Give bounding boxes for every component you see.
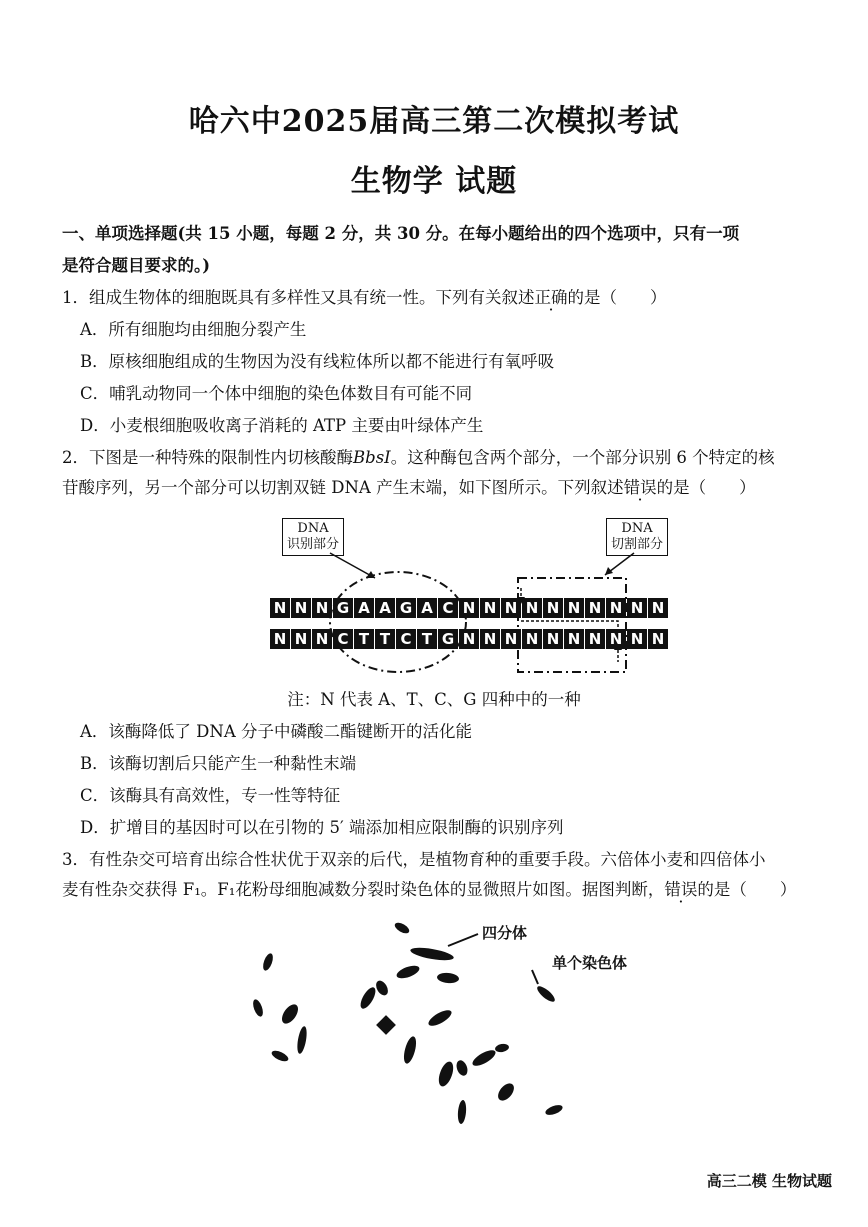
q1-stem-text-b: 的是（ ） (567, 288, 667, 307)
nucleotide-cell: N (501, 598, 521, 618)
nucleotide-cell: N (585, 598, 605, 618)
q1-stem-text-a: 1．组成生物体的细胞既具有多样性又具有统一性。下列有关叙述 (62, 288, 535, 307)
chromosome (296, 1026, 309, 1055)
q3-stem-emphasis: 错误 (664, 880, 698, 899)
recognition-ellipse (330, 572, 466, 672)
nucleotide-cell: N (606, 598, 626, 618)
chromosome-micrograph (240, 910, 660, 1140)
q3-stem-text-a: 麦有性杂交获得 F₁。F₁花粉母细胞减数分裂时染色体的显微照片如图。据图判断， (62, 880, 665, 899)
tetrad-pointer (448, 934, 478, 946)
nucleotide-cell: N (564, 598, 584, 618)
single-chromosome (535, 984, 557, 1004)
q2-option-b: B．该酶切割后只能产生一种黏性末端 (80, 754, 357, 773)
nucleotide-cell: G (438, 629, 458, 649)
single-chromosome-label: 单个染色体 (552, 954, 628, 972)
q3-stem-line1: 3．有性杂交可培育出综合性状优于双亲的后代，是植物育种的重要手段。六倍体小麦和四倍体小 (62, 850, 766, 869)
nucleotide-cell: N (522, 629, 542, 649)
chromosome (270, 1049, 290, 1064)
q2-option-a: A．该酶降低了 DNA 分子中磷酸二酯键断开的活化能 (80, 722, 472, 741)
cut-pointer-arrowhead (605, 567, 613, 575)
nucleotide-cell: N (501, 629, 521, 649)
q2-stem-text-a: 2．下图是一种特殊的限制性内切核酸酶 (62, 448, 353, 467)
q3-stem-line2 (62, 876, 796, 900)
chromosome (494, 1043, 509, 1053)
dna-cut-label-line2: 切割部分 (611, 537, 664, 552)
q2-stem-text-d: 的是（ ） (656, 478, 756, 497)
nucleotide-cell: N (480, 598, 500, 618)
chromosome (393, 921, 411, 936)
q1-option-a: A．所有细胞均由细胞分裂产生 (80, 320, 307, 339)
q1-stem-emphasis: 正确 (534, 288, 568, 307)
exam-title: 哈六中2025届高三第二次模拟考试 (188, 104, 680, 139)
nucleotide-cell: N (291, 598, 311, 618)
nucleotide-cell: A (417, 598, 437, 618)
dna-top-strand (270, 598, 668, 618)
chromosome (251, 998, 265, 1018)
section-heading-line2: 是符合题目要求的。) (62, 256, 211, 275)
nucleotide-cell: N (312, 629, 332, 649)
nucleotide-cell: G (396, 598, 416, 618)
q2-stem-text-b: 。这种酶包含两个部分，一个部分识别 6 个特定的核 (390, 448, 775, 467)
q2-option-c: C．该酶具有高效性，专一性等特征 (80, 786, 341, 805)
q2-option-d: D．扩增目的基因时可以在引物的 5′ 端添加相应限制酶的识别序列 (80, 818, 564, 837)
chromosome (261, 952, 275, 972)
nucleotide-cell: N (270, 629, 290, 649)
tetrad-label: 四分体 (482, 924, 528, 942)
chromosome (402, 1035, 419, 1065)
nucleotide-cell: G (333, 598, 353, 618)
chromosome (358, 985, 379, 1011)
section-heading-line1: 一、单项选择题(共 15 小题，每题 2 分，共 30 分。在每小题给出的四个选项中，只有一项 (62, 224, 740, 243)
q2-stem-emphasis: 错误 (623, 478, 657, 497)
dna-recognition-label-line2: 识别部分 (287, 537, 340, 552)
nucleotide-cell: N (291, 629, 311, 649)
nucleotide-cell: N (648, 629, 668, 649)
nucleotide-cell: T (375, 629, 395, 649)
tetrad-chromosome (409, 945, 454, 962)
recognition-pointer (330, 553, 375, 578)
q2-stem-text-c: 苷酸序列，另一个部分可以切割双链 DNA 产生末端，如下图所示。下列叙述 (62, 478, 624, 497)
chromosome (495, 1080, 517, 1103)
single-chromosome-pointer (532, 970, 538, 984)
nucleotide-cell: A (375, 598, 395, 618)
nucleotide-cell: N (522, 598, 542, 618)
nucleotide-cell: N (564, 629, 584, 649)
nucleotide-cell: N (543, 629, 563, 649)
chromosome (455, 1059, 470, 1077)
chromosome (436, 1060, 456, 1089)
dna-bottom-strand (270, 629, 668, 649)
nucleotide-cell: A (354, 598, 374, 618)
nucleotide-cell: T (417, 629, 437, 649)
nucleotide-cell: N (627, 629, 647, 649)
nucleotide-cell: T (354, 629, 374, 649)
nucleotide-cell: N (312, 598, 332, 618)
chromosome (374, 979, 391, 998)
chromosome (470, 1047, 498, 1069)
nucleotide-cell: N (459, 598, 479, 618)
dna-cut-label-line1: DNA (621, 521, 653, 536)
chromosome (544, 1103, 564, 1117)
chromosome (457, 1100, 467, 1125)
chromosome (395, 963, 421, 981)
nucleotide-cell: N (585, 629, 605, 649)
nucleotide-cell: C (396, 629, 416, 649)
nucleotide-cell: N (627, 598, 647, 618)
q3-stem-text-b: 的是（ ） (697, 880, 797, 899)
nucleotide-cell: N (648, 598, 668, 618)
chromosome-group (251, 921, 564, 1125)
cut-region-box (518, 578, 626, 672)
q1-option-c: C．哺乳动物同一个体中细胞的染色体数目有可能不同 (80, 384, 473, 403)
nucleotide-cell: N (480, 629, 500, 649)
nucleotide-cell: N (606, 629, 626, 649)
diagram-note: 注：N 代表 A、T、C、G 四种中的一种 (287, 690, 581, 709)
chromosome (437, 972, 460, 984)
nucleotide-cell: N (543, 598, 563, 618)
chromosome (279, 1002, 301, 1027)
chromosome (376, 1015, 396, 1035)
page-footer: 高三二模 生物试题 (706, 1172, 832, 1190)
dna-recognition-label-line1: DNA (297, 521, 329, 536)
q1-option-d: D．小麦根细胞吸收离子消耗的 ATP 主要由叶绿体产生 (80, 416, 484, 435)
chromosome (426, 1007, 454, 1029)
nucleotide-cell: C (333, 629, 353, 649)
nucleotide-cell: N (459, 629, 479, 649)
exam-subtitle: 生物学 试题 (350, 164, 518, 199)
nucleotide-cell: N (270, 598, 290, 618)
q2-enzyme-name: BbsⅠ (353, 448, 391, 467)
q1-option-b: B．原核细胞组成的生物因为没有线粒体所以都不能进行有氧呼吸 (80, 352, 555, 371)
nucleotide-cell: C (438, 598, 458, 618)
